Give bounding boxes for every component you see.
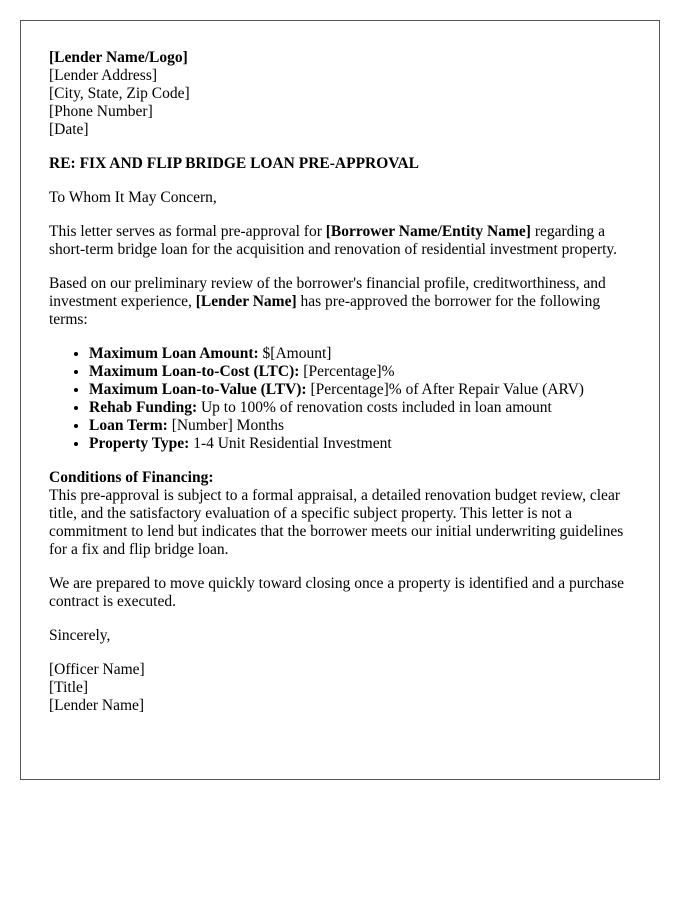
lender-name-inline: [Lender Name] — [195, 293, 297, 310]
conditions-body: This pre-approval is subject to a formal appraisal, a detailed renovation budget review, clear title, and the satisfactory evaluation of a specific subject property. This letter is not a commitment to lend but indicates that the borrower meets our initial underwriting guidelines for a fix and flip bridge loan. — [49, 487, 624, 558]
term-rehab-funding — [89, 399, 631, 417]
term-value: [Number] Months — [167, 417, 285, 434]
closing-paragraph: We are prepared to move quickly toward closing once a property is identified and a purchase contract is executed. — [49, 575, 625, 610]
signoff: Sincerely, — [49, 627, 111, 644]
officer-title: [Title] — [49, 679, 89, 696]
salutation: To Whom It May Concern, — [49, 189, 217, 206]
review-paragraph — [49, 275, 631, 329]
term-label: Loan Term: — [89, 417, 168, 434]
term-max-loan-amount — [89, 345, 631, 363]
term-loan-term — [89, 417, 631, 435]
lender-address: [Lender Address] — [49, 67, 158, 84]
term-label: Maximum Loan-to-Cost (LTC): — [89, 363, 300, 380]
officer-name: [Officer Name] — [49, 661, 145, 678]
term-value: 1-4 Unit Residential Investment — [189, 435, 392, 452]
subject-line: RE: FIX AND FLIP BRIDGE LOAN PRE-APPROVAL — [49, 155, 420, 172]
term-value: [Percentage]% — [299, 363, 395, 380]
review-text-before: Based on our preliminary review of the borrower's financial profile, creditworthiness, and investment experience, — [49, 275, 606, 310]
pre-approval-letter — [20, 20, 660, 780]
intro-text-before: This letter serves as formal pre-approval for — [49, 223, 326, 240]
review-text-after: has pre-approved the borrower for the following terms: — [49, 293, 601, 328]
intro-paragraph — [49, 223, 631, 259]
letter-date: [Date] — [49, 121, 89, 138]
term-label: Rehab Funding: — [89, 399, 198, 416]
term-max-ltc — [89, 363, 631, 381]
city-state-zip: [City, State, Zip Code] — [49, 85, 190, 102]
phone-number: [Phone Number] — [49, 103, 153, 120]
loan-terms-list — [49, 345, 631, 453]
term-value: [Percentage]% of After Repair Value (ARV) — [306, 381, 584, 398]
lender-name-logo: [Lender Name/Logo] — [49, 49, 188, 66]
borrower-name: [Borrower Name/Entity Name] — [325, 223, 531, 240]
conditions-heading: Conditions of Financing: — [49, 469, 214, 486]
term-max-ltv — [89, 381, 631, 399]
term-value: $[Amount] — [258, 345, 332, 362]
term-label: Maximum Loan-to-Value (LTV): — [89, 381, 307, 398]
letterhead — [49, 49, 631, 139]
term-property-type — [89, 435, 631, 453]
signature-block — [49, 661, 631, 715]
term-value: Up to 100% of renovation costs included in loan amount — [197, 399, 552, 416]
signature-lender-name: [Lender Name] — [49, 697, 145, 714]
intro-text-after: regarding a short-term bridge loan for the acquisition and renovation of residential investment property. — [49, 223, 618, 258]
term-label: Property Type: — [89, 435, 190, 452]
conditions-section — [49, 469, 631, 559]
term-label: Maximum Loan Amount: — [89, 345, 259, 362]
